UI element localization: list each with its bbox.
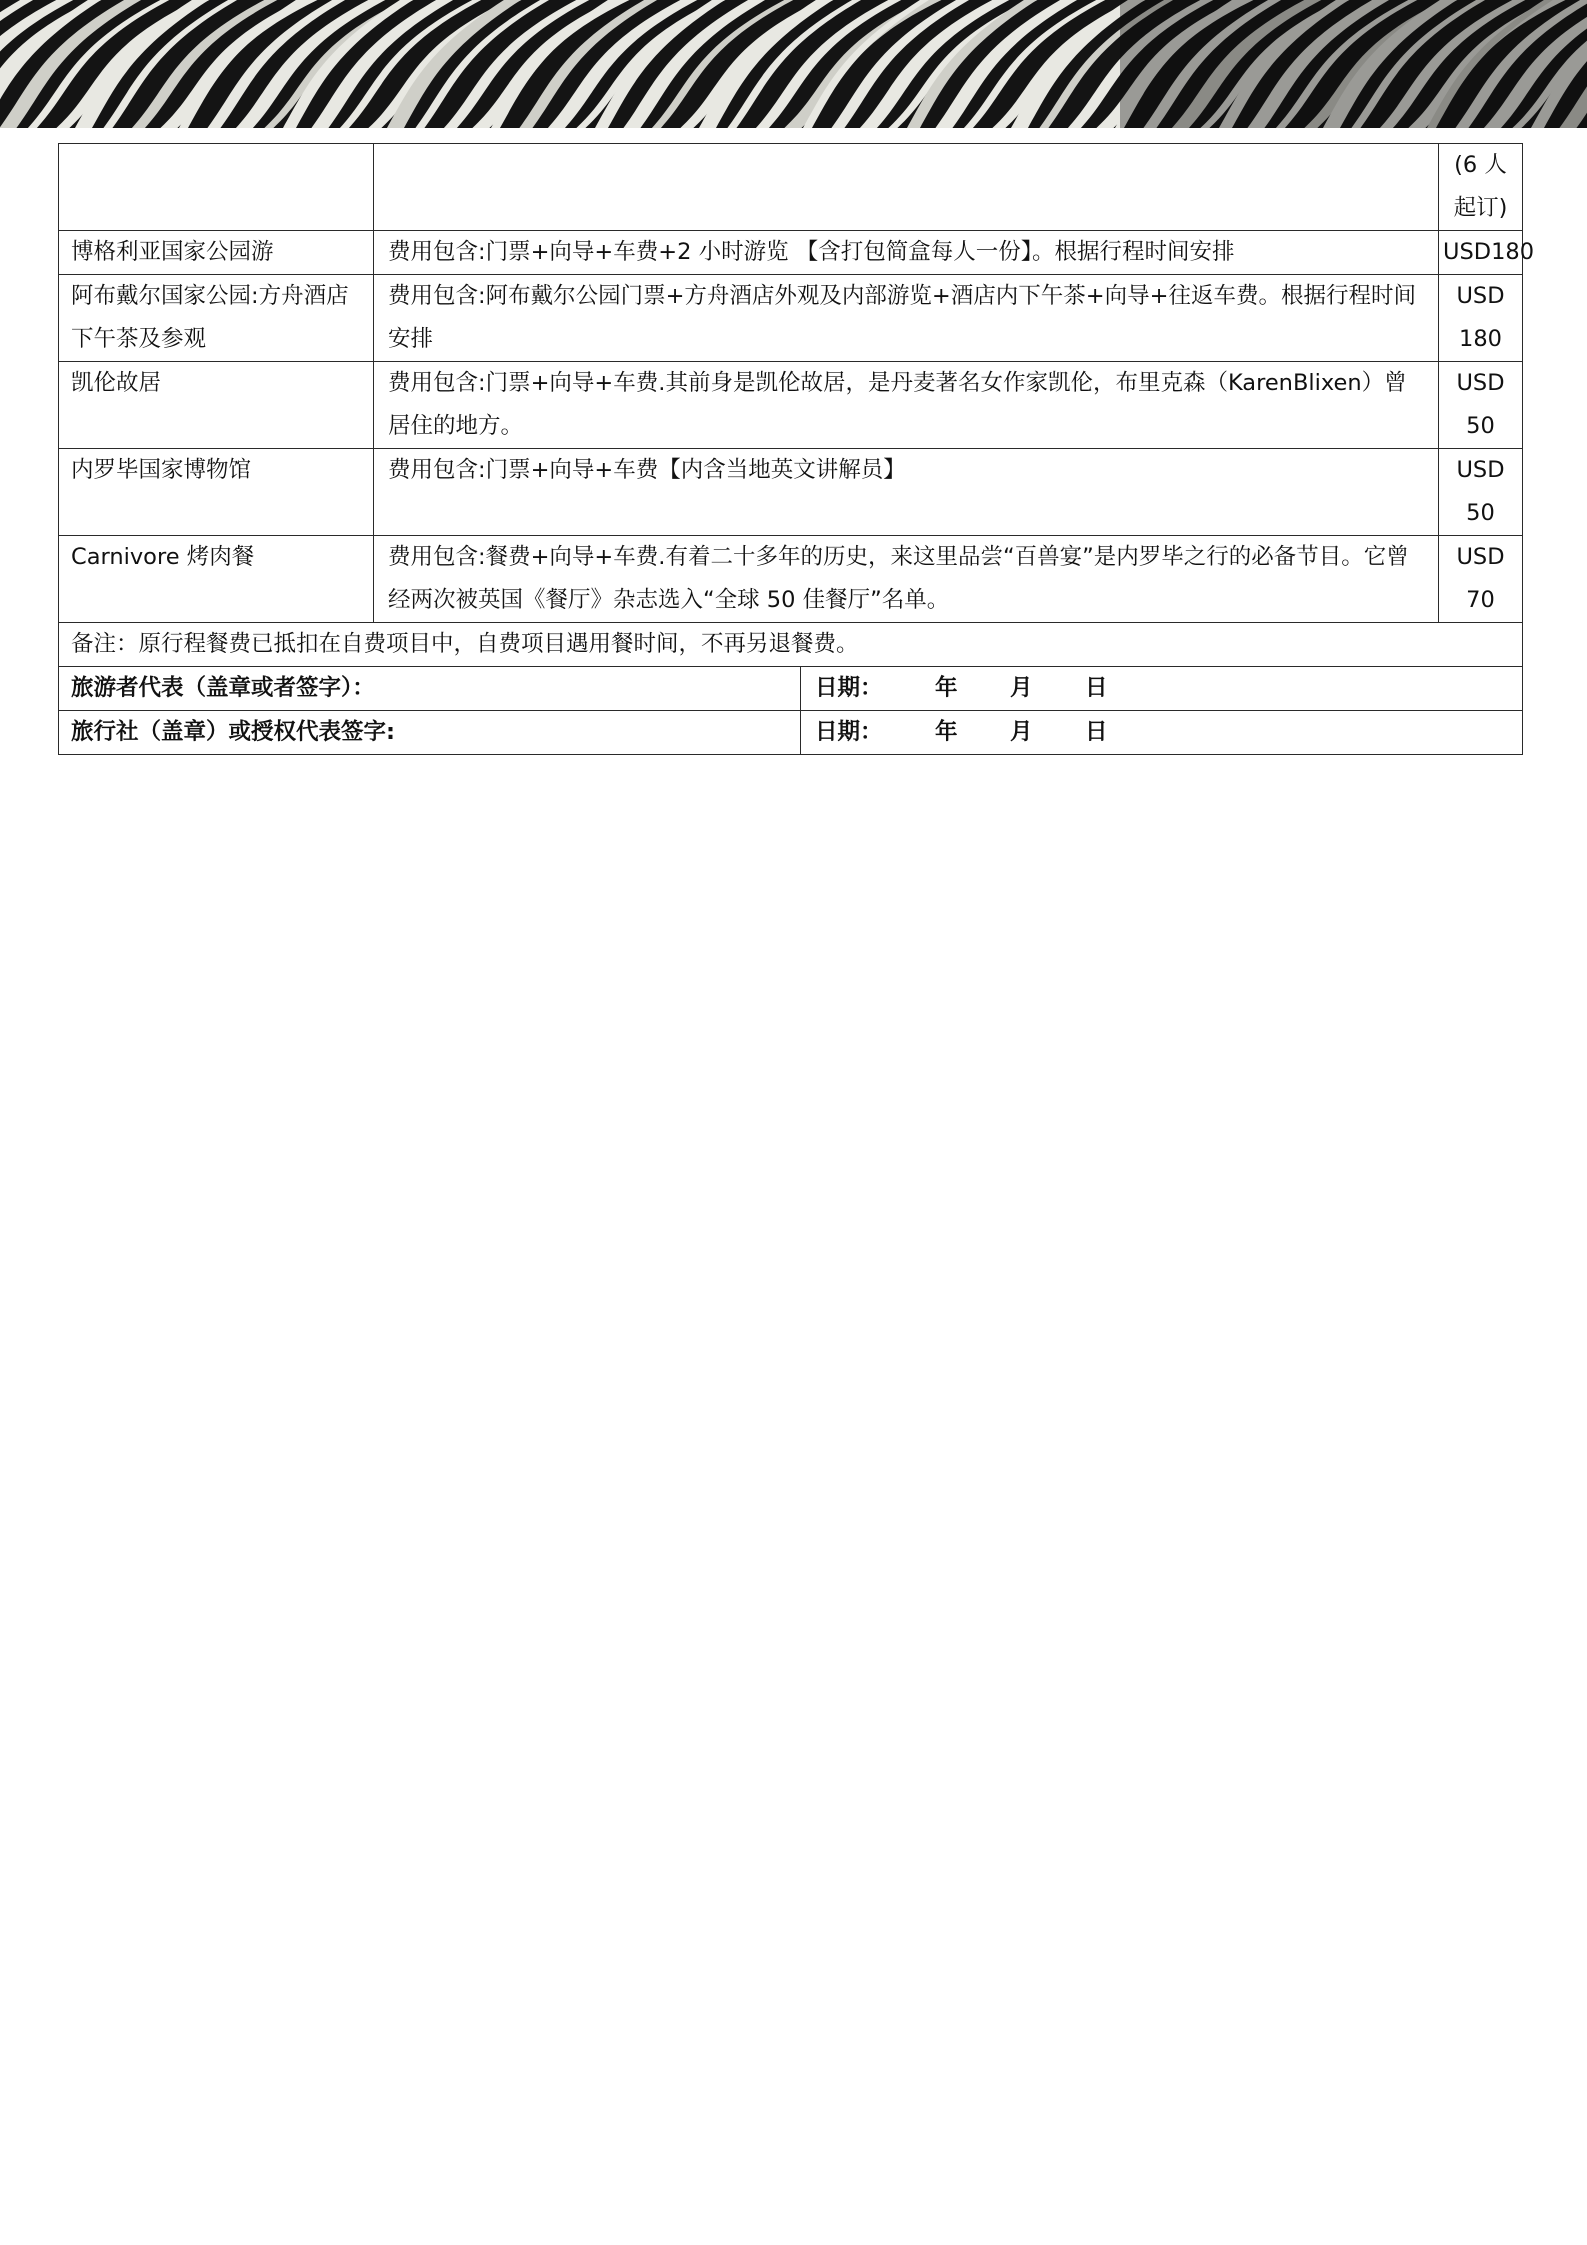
year-label: 年 bbox=[935, 675, 958, 701]
tour-description-cell bbox=[374, 144, 1439, 231]
table-row bbox=[59, 449, 1523, 536]
zebra-banner bbox=[0, 0, 1587, 128]
tour-description-cell: 费用包含:门票+向导+车费+2 小时游览 【含打包简盒每人一份】。根据行程时间安排 bbox=[374, 231, 1439, 275]
tour-name-cell: 凯伦故居 bbox=[59, 362, 374, 449]
tour-price-cell: (6 人起订) bbox=[1439, 144, 1523, 231]
table-row bbox=[59, 144, 1523, 231]
tour-name-cell bbox=[59, 144, 374, 231]
tour-name-cell: 博格利亚国家公园游 bbox=[59, 231, 374, 275]
tour-description-cell: 费用包含:门票+向导+车费【内含当地英文讲解员】 bbox=[374, 449, 1439, 536]
month-label: 月 bbox=[1010, 719, 1033, 745]
meal-note: 备注：原行程餐费已抵扣在自费项目中，自费项目遇用餐时间，不再另退餐费。 bbox=[59, 623, 1523, 667]
table-row bbox=[59, 231, 1523, 275]
tour-price-cell: USD 70 bbox=[1439, 536, 1523, 623]
tourist-date-field bbox=[801, 667, 1523, 711]
tour-name-cell: 阿布戴尔国家公园:方舟酒店下午茶及参观 bbox=[59, 275, 374, 362]
optional-tours-table bbox=[58, 143, 1535, 755]
tour-name-cell: Carnivore 烤肉餐 bbox=[59, 536, 374, 623]
table-row bbox=[59, 536, 1523, 623]
signature-row bbox=[59, 711, 1523, 755]
agency-signature-label: 旅行社（盖章）或授权代表签字: bbox=[59, 711, 801, 755]
tour-price-cell: USD 50 bbox=[1439, 362, 1523, 449]
year-label: 年 bbox=[935, 719, 958, 745]
note-row bbox=[59, 623, 1523, 667]
date-label: 日期： bbox=[815, 719, 883, 745]
agency-date-field bbox=[801, 711, 1523, 755]
tour-description-cell: 费用包含:阿布戴尔公园门票+方舟酒店外观及内部游览+酒店内下午茶+向导+往返车费。根据行程时间安排 bbox=[374, 275, 1439, 362]
month-label: 月 bbox=[1010, 675, 1033, 701]
tour-price-cell: USD 50 bbox=[1439, 449, 1523, 536]
table-row bbox=[59, 362, 1523, 449]
table-row bbox=[59, 275, 1523, 362]
tour-price-cell: USD 180 bbox=[1439, 275, 1523, 362]
zebra-stripes-image bbox=[0, 0, 1587, 128]
signature-row bbox=[59, 667, 1523, 711]
tour-description-cell: 费用包含:餐费+向导+车费.有着二十多年的历史，来这里品尝“百兽宴”是内罗毕之行的必备节目。它曾经两次被英国《餐厅》杂志选入“全球 50 佳餐厅”名单。 bbox=[374, 536, 1439, 623]
zebra-shadow bbox=[1120, 0, 1587, 128]
day-label: 日 bbox=[1085, 675, 1108, 701]
tour-description-cell: 费用包含:门票+向导+车费.其前身是凯伦故居，是丹麦著名女作家凯伦，布里克森（KarenBlixen）曾居住的地方。 bbox=[374, 362, 1439, 449]
tour-name-cell: 内罗毕国家博物馆 bbox=[59, 449, 374, 536]
day-label: 日 bbox=[1085, 719, 1108, 745]
tourist-signature-label: 旅游者代表（盖章或者签字）： bbox=[59, 667, 801, 711]
tour-price-cell: USD180 bbox=[1439, 231, 1523, 275]
date-label: 日期： bbox=[815, 675, 883, 701]
